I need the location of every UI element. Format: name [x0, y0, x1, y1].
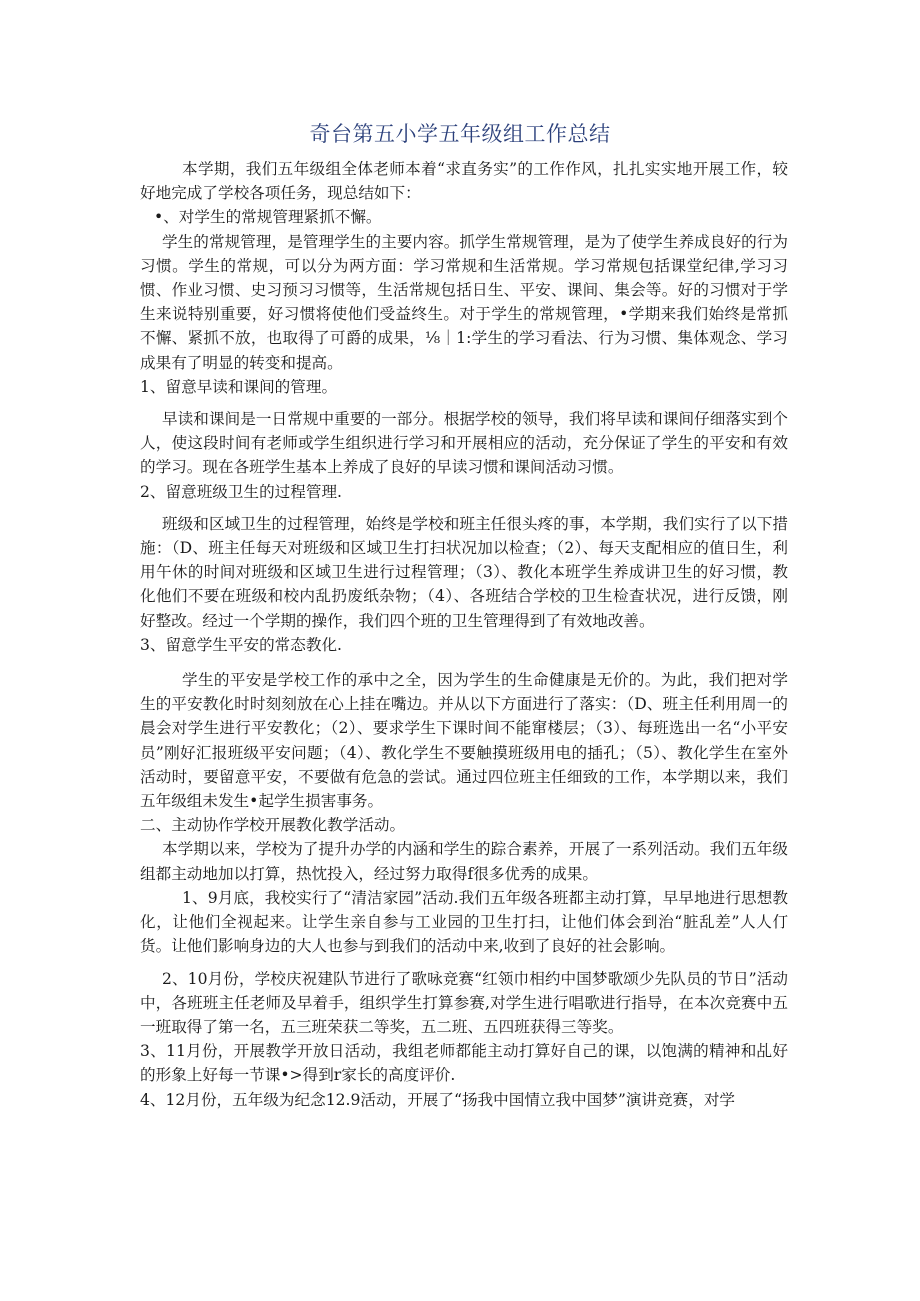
- paragraph: 2、10月份，学校庆祝建队节进行了歌咏竞赛“红领巾相约中国梦歌颂少先队员的节日”活动中，各班班主任老师及早着手，组织学生打算参赛,对学生进行唱歌进行指导，在本次竞赛中五一班取得了第一名，五三班荣获二等奖，五二班、五四班获得三等奖。: [140, 969, 788, 1036]
- paragraph: 学生的常规管理，是管理学生的主要内容。抓学生常规管理，是为了使学生养成良好的行为习惯。学生的常规，可以分为两方面：学习常规和生活常规。学习常规包括课堂纪律,学习习惯、作业习惯、史习预习习惯等，生活常规包括日生、平安、课间、集会等。好的习惯对于学生来说特别重要，好习惯将使他们受益终生。对于学生的常规管理，•学期来我们始终是常抓不懈、紧抓不放，也取得了可爵的成果，⅛｜1:学生的学习看法、行为习惯、集体观念、学习成果有了明显的转变和提高。: [140, 232, 788, 372]
- paragraph: 3、11月份，开展教学开放日活动，我组老师都能主动打算好自己的课，以饱满的精神和乩好的形象上好每一节课•>得到r家长的高度评价.: [140, 1042, 788, 1085]
- subheading-2: 2、留意班级卫生的过程管理.: [140, 482, 343, 501]
- section-heading-1: •、对学生的常规管理紧抓不懈。: [154, 208, 382, 227]
- subheading-1: 1、留意早读和课间的管理。: [140, 377, 338, 396]
- subheading-3: 3、留意学生平安的常态教化.: [140, 635, 343, 654]
- paragraph: 4、12月份，五年级为纪念12.9活动，开展了“扬我中国情立我中国梦”演讲竞赛，对学: [140, 1090, 736, 1109]
- document-body: [140, 157, 788, 1112]
- paragraph: 班级和区域卫生的过程管理，始终是学校和班主任很头疼的事，本学期，我们实行了以下措施：（D、班主任每天对班级和区域卫生打扫状况加以检查；（2）、每天支配相应的值日生，利用午休的时间对班级和区域卫生进行过程管理；（3）、教化本班学生养成讲卫生的好习惯，教化他们不要在班级和校内乱扔废纸杂物；（4）、各班结合学校的卫生检査状况，进行反馈，刚好整改。经过一个学期的操作，我们四个班的卫生管理得到了有效地改善。: [140, 514, 788, 630]
- intro-paragraph: 本学期，我们五年级组全体老师本着“求直务实”的工作作风，扎扎实实地开展工作，较好地完成了学校各项任务，现总结如下：: [140, 160, 788, 203]
- paragraph: 学生的平安是学校工作的承中之全，因为学生的生命健康是无价的。为此，我们把对学生的平安教化时时刻刻放在心上挂在嘴边。并从以下方面进行了落实：（D、班主任利用周一的晨会对学生进行平安教化；（2）、要求学生下课时间不能窜楼层；（3）、每班选出一名“小平安员”刚好汇报班级平安问题；（4）、教化学生不要触摸班级用电的插孔；（5）、教化学生在室外活动时，要留意平安，不要做有危急的尝试。通过四位班主任细致的工作，本学期以来，我们五年级组未发生•起学生损害事务。: [140, 671, 788, 811]
- paragraph: 1、9月底，我校实行了“清洁家园”活动.我们五年级各班都主动打算，早早地进行思想教化，让他们全视起来。让学生亲自参与工业园的卫生打扫，让他们体会到治“脏乱差”人人仃货。让他们影响身边的大人也参与到我们的活动中来,收到了良好的社会影响。: [140, 888, 788, 956]
- paragraph: 早读和课间是一日常规中重要的一部分。根据学校的领导，我们将早读和课间仔细落实到个人，使这段时间有老师或学生组织进行学习和开展相应的活动，充分保证了学生的平安和有效的学习。现在各班学生基本上养成了良好的早读习惯和课间活动习惯。: [140, 410, 788, 477]
- page-title: 奇台第五小学五年级组工作总结: [309, 122, 611, 146]
- paragraph: 本学期以来，学校为了提升办学的内涵和学生的踪合素养，开展了一系列活动。我们五年级组都主动地加以打算，热忱投入，经过努力取得f很多优秀的成果。: [140, 840, 788, 883]
- section-heading-2: 二、主动协作学校开展教化教学活动。: [140, 816, 406, 835]
